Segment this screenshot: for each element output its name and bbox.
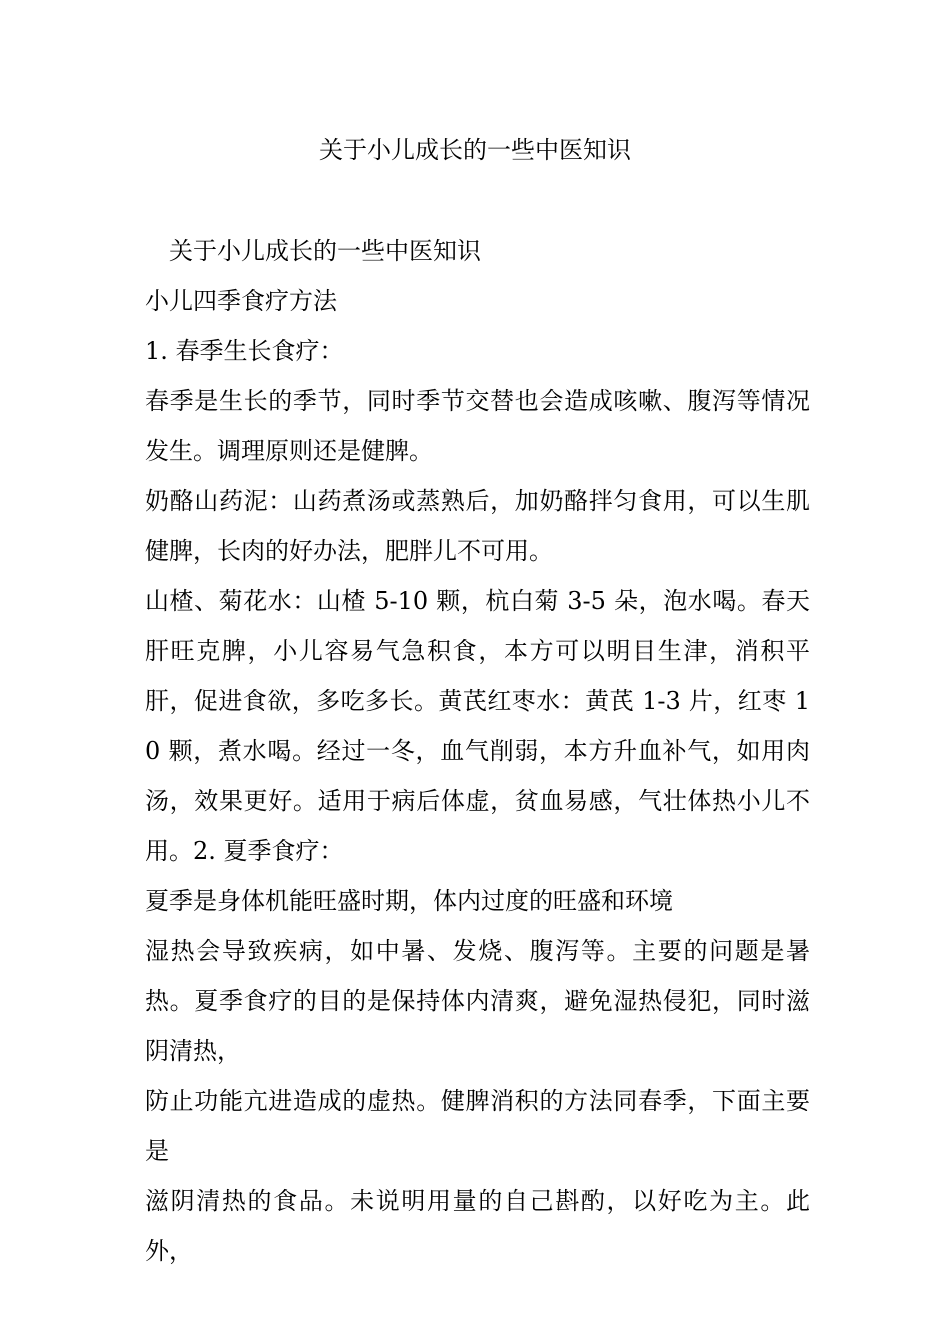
paragraph: 防止功能亢进造成的虚热。健脾消积的方法同春季，下面主要是 <box>145 1087 810 1165</box>
subsection-heading-spring: 1. 春季生长食疗： <box>145 337 344 365</box>
document-title: 关于小儿成长的一些中医知识 <box>319 136 631 164</box>
paragraph: 滋阴清热的食品。未说明用量的自己斟酌，以好吃为主。此外， <box>145 1187 810 1265</box>
paragraph: 湿热会导致疾病，如中暑、发烧、腹泻等。主要的问题是暑热。夏季食疗的目的是保持体内清爽，避免湿热侵犯，同时滋阴清热， <box>145 937 810 1065</box>
paragraph: 夏季是身体机能旺盛时期，体内过度的旺盛和环境 <box>145 887 673 915</box>
paragraph: 山楂、菊花水：山楂 5-10 颗，杭白菊 3-5 朵，泡水喝。春天肝旺克脾，小儿容易气急积食，本方可以明目生津，消积平肝，促进食欲，多吃多长。黄芪红枣水：黄芪 1-3 片，红枣 10 颗，煮水喝。经过一冬，血气削弱，本方升血补气，如用肉汤，效果更好。适用于病后体虚，贫血易感，气壮体热小儿不用。2. 夏季食疗： <box>145 587 810 865</box>
paragraph: 奶酪山药泥：山药煮汤或蒸熟后，加奶酪拌匀食用，可以生肌健脾，长肉的好办法，肥胖儿不可用。 <box>145 487 810 565</box>
document-body <box>145 226 810 1276</box>
body-heading: 关于小儿成长的一些中医知识 <box>169 237 481 265</box>
section-heading: 小儿四季食疗方法 <box>145 287 337 315</box>
paragraph: 春季是生长的季节，同时季节交替也会造成咳嗽、腹泻等情况发生。调理原则还是健脾。 <box>145 387 810 465</box>
